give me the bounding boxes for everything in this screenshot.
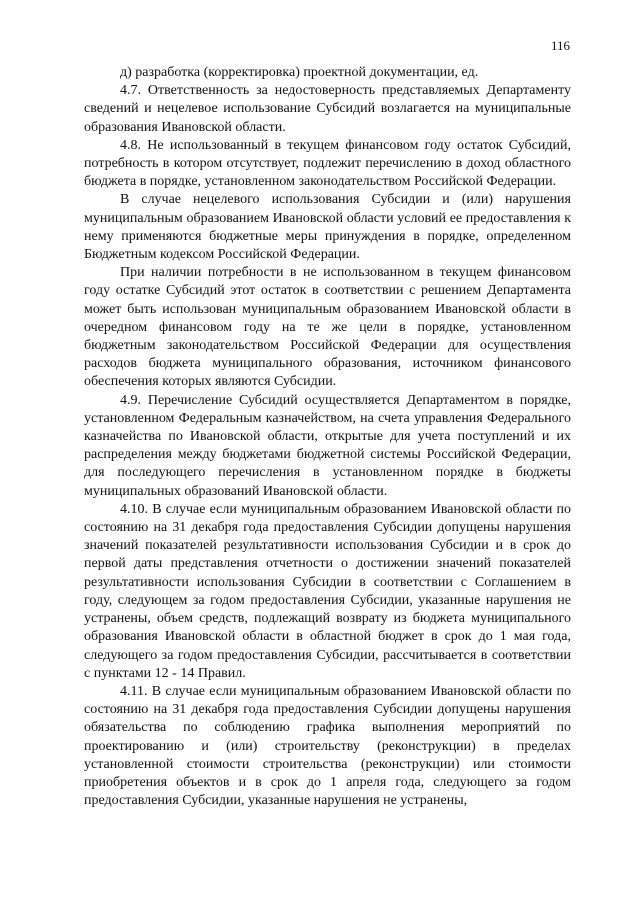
paragraph-4-7: 4.7. Ответственность за недостоверность представляемых Департаменту сведений и нецелевое использование Субсидий возлагается на муниципальные образования Ивановской области. [84, 83, 571, 135]
document-body [84, 64, 571, 810]
paragraph-list-item-d: д) разработка (корректировка) проектной документации, ед. [120, 65, 479, 80]
paragraph-4-8: 4.8. Не использованный в текущем финансовом году остаток Субсидий, потребность в котором отсутствует, подлежит перечислению в доход областного бюджета в порядке, установленном законодательством Российской Федерации. [84, 137, 571, 190]
paragraph-misuse: В случае нецелевого использования Субсидии и (или) нарушения муниципальным образованием Ивановской области условий ее предоставления к нему применяются бюджетные меры принуждения в порядке, определенном Бюджетным кодексом Российской Федерации. [84, 192, 571, 263]
paragraph-remainder-use: При наличии потребности в не использованном в текущем финансовом году остатке Субсидий этот остаток в соответствии с решением Департамента может быть использован муниципальным образованием Ивановской области в очередном финансовом году на те же цели в порядке, установленном бюджетным законодательством Российской Федерации для осуществления расходов бюджета муниципального образования, источником финансового обеспечения которых являются Субсидии. [84, 265, 571, 390]
page-number: 116 [550, 38, 570, 53]
paragraph-4-10: 4.10. В случае если муниципальным образованием Ивановской области по состоянию на 31 декабря года предоставления Субсидии допущены нарушения значений показателей результативности использования Субсидии и в срок до первой даты представления отчетности о достижении значений показателей результативности использования Субсидии в соответствии с Соглашением в году, следующем за годом предоставления Субсидии, указанные нарушения не устранены, объем средств, подлежащий возврату из бюджета муниципального образования Ивановской области в областной бюджет в срок до 1 мая года, следующего за годом предоставления Субсидии, рассчитывается в соответствии с пунктами 12 - 14 Правил. [84, 501, 571, 681]
paragraph-4-9: 4.9. Перечисление Субсидий осуществляется Департаментом в порядке, установленном Федеральным казначейством, на счета управления Федерального казначейства по Ивановской области, открытые для учета поступлений и их распределения между бюджетами бюджетной системы Российской Федерации, для последующего перечисления в установленном порядке в бюджеты муниципальных образований Ивановской области. [84, 392, 571, 499]
paragraph-4-11: 4.11. В случае если муниципальным образованием Ивановской области по состоянию на 31 декабря года предоставления Субсидии допущены нарушения обязательства по соблюдению графика выполнения мероприятий по проектированию и (или) строительству (реконструкции) в пределах установленной стоимости строительства (реконструкции) или стоимости приобретения объектов и в срок до 1 апреля года, следующего за годом предоставления Субсидии, указанные нарушения не устранены, [84, 683, 571, 809]
